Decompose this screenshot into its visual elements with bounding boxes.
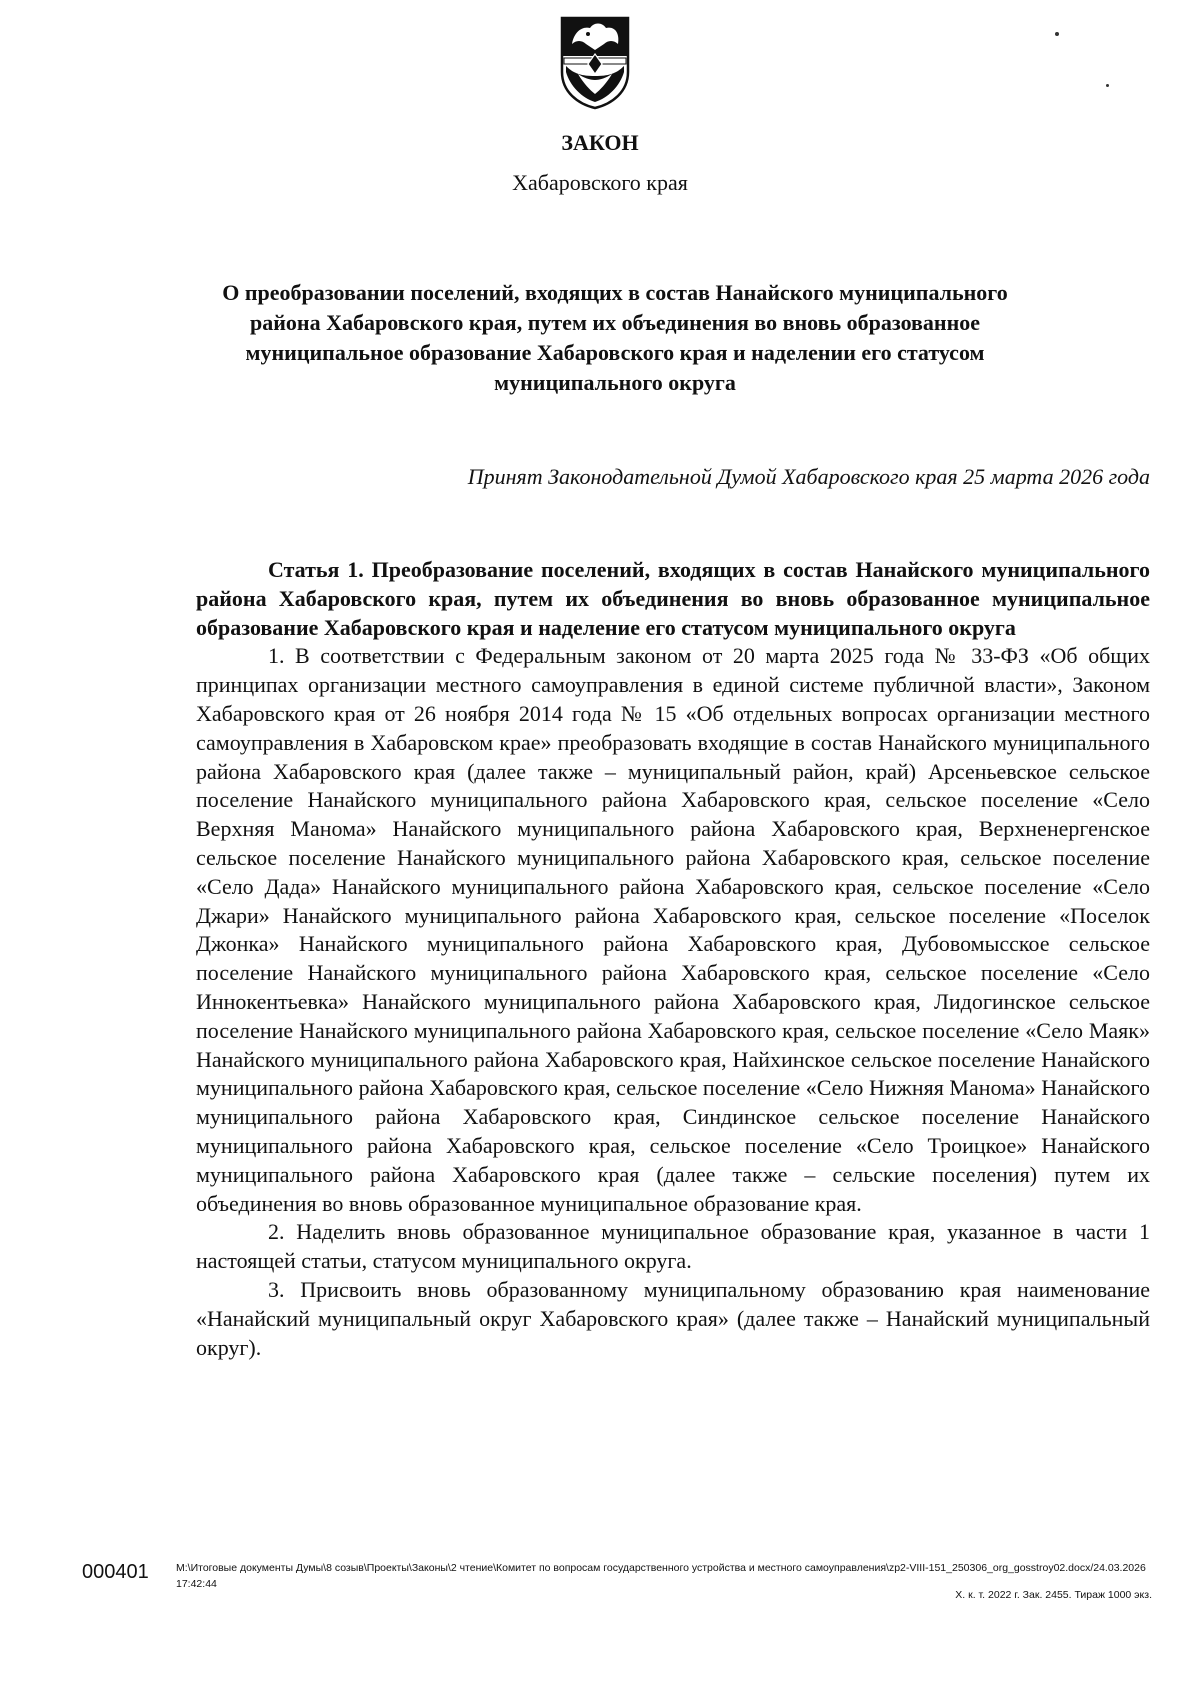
article-1-part-2: 2. Наделить вновь образованное муниципальное образование края, указанное в части 1 настоящей статьи, статусом муниципального округа. (196, 1219, 1150, 1274)
document-number: 000401 (82, 1561, 149, 1583)
article-1 (196, 556, 1150, 1362)
scan-speck (1106, 84, 1109, 87)
adoption-note: Принят Законодательной Думой Хабаровского края 25 марта 2026 года (467, 464, 1150, 489)
file-path: M:\Итоговые документы Думы\8 созыв\Проекты\Законы\2 чтение\Комитет по вопросам государственного устройства и местного самоуправления\zp2-VIII-151_250306_org_gosstroy02.docx/24.03.2026 17:42:44 (176, 1562, 1146, 1590)
print-info: Х. к. т. 2022 г. Зак. 2455. Тираж 1000 экз. (955, 1589, 1152, 1601)
coat-of-arms-emblem (558, 14, 632, 110)
law-region: Хабаровского края (512, 170, 688, 195)
law-title: ЗАКОН (561, 130, 639, 155)
law-heading: О преобразовании поселений, входящих в состав Нанайского муниципального района Хабаровского края, путем их объединения во вновь образованное муниципальное образование Хабаровского края и наделении его статусом муниципального округа (222, 280, 1008, 395)
article-1-part-1: 1. В соответствии с Федеральным законом от 20 марта 2025 года № 33-ФЗ «Об общих принципах организации местного самоуправления в единой системе публичной власти», Законом Хабаровского края от 26 ноября 2014 года № 15 «Об отдельных вопросах организации местного самоуправления в Хабаровском крае» преобразовать входящие в состав Нанайского муниципального района Хабаровского края (далее также – муниципальный район, край) Арсеньевское сельское поселение Нанайского муниципального района Хабаровского края, сельское поселение «Село Верхняя Манома» Нанайского муниципального района Хабаровского края, Верхненергенское сельское поселение Нанайского муниципального района Хабаровского края, сельское поселение «Село Дада» Нанайского муниципального района Хабаровского края, сельское поселение «Село Джари» Нанайского муниципального района Хабаровского края, сельское поселение «Поселок Джонка» Нанайского муниципального района Хабаровского края, Дубовомысское сельское поселение Нанайского муниципального района Хабаровского края, сельское поселение «Село Иннокентьевка» Нанайского муниципального района Хабаровского края, Лидогинское сельское поселение Нанайского муниципального района Хабаровского края, сельское поселение «Село Маяк» Нанайского муниципального района Хабаровского края, Найхинское сельское поселение Нанайского муниципального района Хабаровского края, сельское поселение «Село Нижняя Манома» Нанайского муниципального района Хабаровского края, Синдинское сельское поселение Нанайского муниципального района Хабаровского края, сельское поселение «Село Троицкое» Нанайского муниципального района Хабаровского края (далее также – сельские поселения) путем их объединения во вновь образованное муниципальное образование края. (196, 643, 1150, 1216)
article-1-part-3: 3. Присвоить вновь образованному муниципальному образованию края наименование «Нанайский муниципальный округ Хабаровского края» (далее также – Нанайский муниципальный округ). (196, 1276, 1150, 1360)
scan-speck (1055, 32, 1059, 36)
article-1-heading: Статья 1. Преобразование поселений, входящих в состав Нанайского муниципального района Хабаровского края, путем их объединения во вновь образованное муниципальное образование Хабаровского края и наделение его статусом муниципального округа (196, 557, 1150, 640)
